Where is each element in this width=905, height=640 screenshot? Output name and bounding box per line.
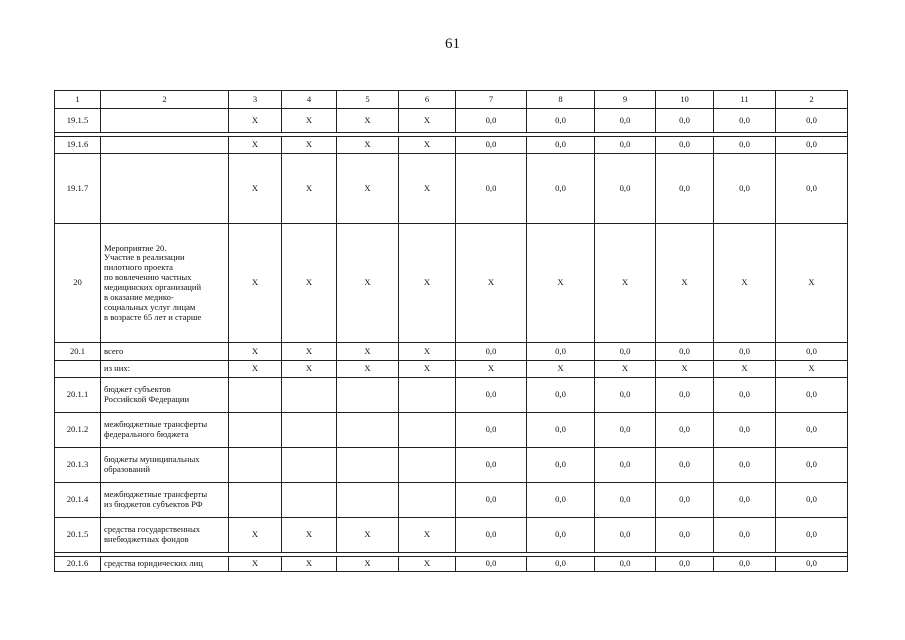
row-description: средства юридических лиц (101, 557, 229, 572)
table-cell: 0,0 (527, 137, 595, 154)
table-cell: X (229, 361, 282, 378)
column-header: 10 (656, 91, 714, 109)
row-code: 20.1.5 (55, 518, 101, 553)
table-cell (282, 483, 337, 518)
row-description: бюджеты муниципальных образований (101, 448, 229, 483)
row-code: 20.1.6 (55, 557, 101, 572)
table-cell: X (337, 343, 399, 361)
table-cell: X (399, 109, 456, 133)
table-cell: 0,0 (595, 137, 656, 154)
row-description (101, 137, 229, 154)
table-cell: 0,0 (714, 343, 776, 361)
table-row (55, 518, 848, 553)
table-cell: 0,0 (656, 109, 714, 133)
row-description: Мероприятие 20. Участие в реализации пилотного проекта по вовлечению частных медицинских организаций в оказание медико- социальных услуг лицам в возрасте 65 лет и старше (101, 224, 229, 343)
table-cell: X (229, 343, 282, 361)
table-cell: X (399, 361, 456, 378)
row-description: межбюджетные трансферты из бюджетов субъектов РФ (101, 483, 229, 518)
column-header: 8 (527, 91, 595, 109)
table-row (55, 109, 848, 133)
table-cell: 0,0 (456, 378, 527, 413)
column-header: 4 (282, 91, 337, 109)
table-cell: X (337, 224, 399, 343)
table-cell: 0,0 (595, 378, 656, 413)
table-cell: 0,0 (527, 343, 595, 361)
table-cell: X (527, 361, 595, 378)
column-header: 3 (229, 91, 282, 109)
table-cell: 0,0 (776, 483, 848, 518)
table-cell: X (337, 361, 399, 378)
row-code: 20.1.1 (55, 378, 101, 413)
table-cell: 0,0 (714, 137, 776, 154)
table-row (55, 343, 848, 361)
table-cell: X (399, 518, 456, 553)
page-number: 61 (445, 36, 460, 52)
table-cell: 0,0 (456, 483, 527, 518)
row-code: 19.1.7 (55, 154, 101, 224)
table-cell (282, 413, 337, 448)
table-cell: 0,0 (527, 413, 595, 448)
table-cell: 0,0 (656, 154, 714, 224)
table-cell: X (656, 361, 714, 378)
table-cell: 0,0 (595, 343, 656, 361)
table-cell: 0,0 (456, 137, 527, 154)
table-cell: 0,0 (456, 109, 527, 133)
table-cell: X (399, 154, 456, 224)
table-cell: X (399, 224, 456, 343)
row-code: 19.1.5 (55, 109, 101, 133)
column-header: 2 (101, 91, 229, 109)
table-cell (229, 413, 282, 448)
table-cell: 0,0 (595, 413, 656, 448)
row-code: 19.1.6 (55, 137, 101, 154)
row-code (55, 361, 101, 378)
table-cell: X (776, 224, 848, 343)
table-cell: 0,0 (714, 448, 776, 483)
table-cell: X (282, 137, 337, 154)
row-description: из них: (101, 361, 229, 378)
table-cell: 0,0 (656, 378, 714, 413)
table-cell: 0,0 (595, 448, 656, 483)
table-row (55, 483, 848, 518)
table-cell: 0,0 (527, 483, 595, 518)
table-row (55, 154, 848, 224)
table-cell: 0,0 (776, 413, 848, 448)
table-cell: X (456, 224, 527, 343)
table-cell: X (595, 224, 656, 343)
table-cell: X (282, 518, 337, 553)
table-cell: X (229, 224, 282, 343)
column-header: 9 (595, 91, 656, 109)
table-cell: 0,0 (595, 483, 656, 518)
table-row (55, 361, 848, 378)
table-cell (229, 378, 282, 413)
table-row (55, 413, 848, 448)
table-cell: 0,0 (456, 413, 527, 448)
table-cell: 0,0 (527, 378, 595, 413)
column-header: 2 (776, 91, 848, 109)
table-cell: 0,0 (714, 413, 776, 448)
table-cell: X (282, 343, 337, 361)
table-cell (229, 448, 282, 483)
table-cell: X (229, 154, 282, 224)
row-code: 20.1.4 (55, 483, 101, 518)
row-description: средства государственных внебюджетных фондов (101, 518, 229, 553)
table-cell: X (776, 361, 848, 378)
table-cell: 0,0 (527, 109, 595, 133)
table-cell: 0,0 (714, 518, 776, 553)
table-cell (399, 413, 456, 448)
table-header-row (55, 91, 848, 109)
column-header: 5 (337, 91, 399, 109)
table-cell: 0,0 (714, 109, 776, 133)
table-cell: 0,0 (656, 413, 714, 448)
table-cell: X (399, 137, 456, 154)
table-cell: X (282, 557, 337, 572)
column-header: 1 (55, 91, 101, 109)
table-cell: 0,0 (656, 137, 714, 154)
table-cell: X (456, 361, 527, 378)
table-cell: 0,0 (456, 343, 527, 361)
table-cell: X (282, 109, 337, 133)
table-cell (337, 483, 399, 518)
table-cell: X (229, 518, 282, 553)
table-cell: 0,0 (714, 483, 776, 518)
table-cell: X (527, 224, 595, 343)
table-cell: X (229, 137, 282, 154)
table-cell: 0,0 (456, 518, 527, 553)
table-cell: X (399, 343, 456, 361)
table-cell: X (282, 154, 337, 224)
row-description (101, 109, 229, 133)
table-cell: 0,0 (776, 557, 848, 572)
table-cell: 0,0 (776, 518, 848, 553)
table-cell (229, 483, 282, 518)
table-row (55, 224, 848, 343)
table-cell: 0,0 (656, 557, 714, 572)
table-cell: 0,0 (776, 378, 848, 413)
table-cell (282, 378, 337, 413)
budget-table (54, 90, 848, 572)
table-cell: X (714, 361, 776, 378)
table-cell: X (337, 154, 399, 224)
table-cell: 0,0 (776, 448, 848, 483)
table-cell (399, 378, 456, 413)
table-cell: 0,0 (595, 518, 656, 553)
table-cell: 0,0 (527, 518, 595, 553)
table-cell (337, 378, 399, 413)
table-cell: 0,0 (656, 483, 714, 518)
row-code: 20.1.3 (55, 448, 101, 483)
table-cell: 0,0 (456, 557, 527, 572)
table-cell: X (337, 109, 399, 133)
table-cell (399, 448, 456, 483)
row-description: бюджет субъектов Российской Федерации (101, 378, 229, 413)
row-code: 20 (55, 224, 101, 343)
table-cell: 0,0 (656, 343, 714, 361)
table-cell: 0,0 (595, 557, 656, 572)
table-cell: 0,0 (714, 557, 776, 572)
table-cell: 0,0 (656, 518, 714, 553)
table-cell: X (282, 361, 337, 378)
table-cell: 0,0 (776, 154, 848, 224)
table-cell: 0,0 (656, 448, 714, 483)
row-code: 20.1 (55, 343, 101, 361)
table-cell: X (714, 224, 776, 343)
table-cell: 0,0 (527, 154, 595, 224)
row-code: 20.1.2 (55, 413, 101, 448)
table-cell: 0,0 (714, 378, 776, 413)
table-cell: 0,0 (456, 154, 527, 224)
table-row (55, 448, 848, 483)
table-cell: X (337, 137, 399, 154)
table-cell: 0,0 (714, 154, 776, 224)
table-cell: X (656, 224, 714, 343)
table-cell: 0,0 (527, 557, 595, 572)
table-cell: X (282, 224, 337, 343)
table-cell (282, 448, 337, 483)
table-cell: X (337, 518, 399, 553)
table-cell: 0,0 (456, 448, 527, 483)
table-cell: 0,0 (776, 137, 848, 154)
table-cell: X (229, 109, 282, 133)
table-cell: 0,0 (776, 343, 848, 361)
row-description (101, 154, 229, 224)
table-row (55, 557, 848, 572)
table-cell: X (595, 361, 656, 378)
table-cell: X (229, 557, 282, 572)
table-cell: 0,0 (595, 109, 656, 133)
column-header: 11 (714, 91, 776, 109)
row-description: всего (101, 343, 229, 361)
row-description: межбюджетные трансферты федерального бюджета (101, 413, 229, 448)
table-cell: X (399, 557, 456, 572)
table-cell: X (337, 557, 399, 572)
table-cell: 0,0 (527, 448, 595, 483)
table-cell (399, 483, 456, 518)
table-cell (337, 448, 399, 483)
column-header: 6 (399, 91, 456, 109)
table-cell (337, 413, 399, 448)
table-row (55, 137, 848, 154)
table-cell: 0,0 (595, 154, 656, 224)
table-row (55, 378, 848, 413)
column-header: 7 (456, 91, 527, 109)
table-cell: 0,0 (776, 109, 848, 133)
